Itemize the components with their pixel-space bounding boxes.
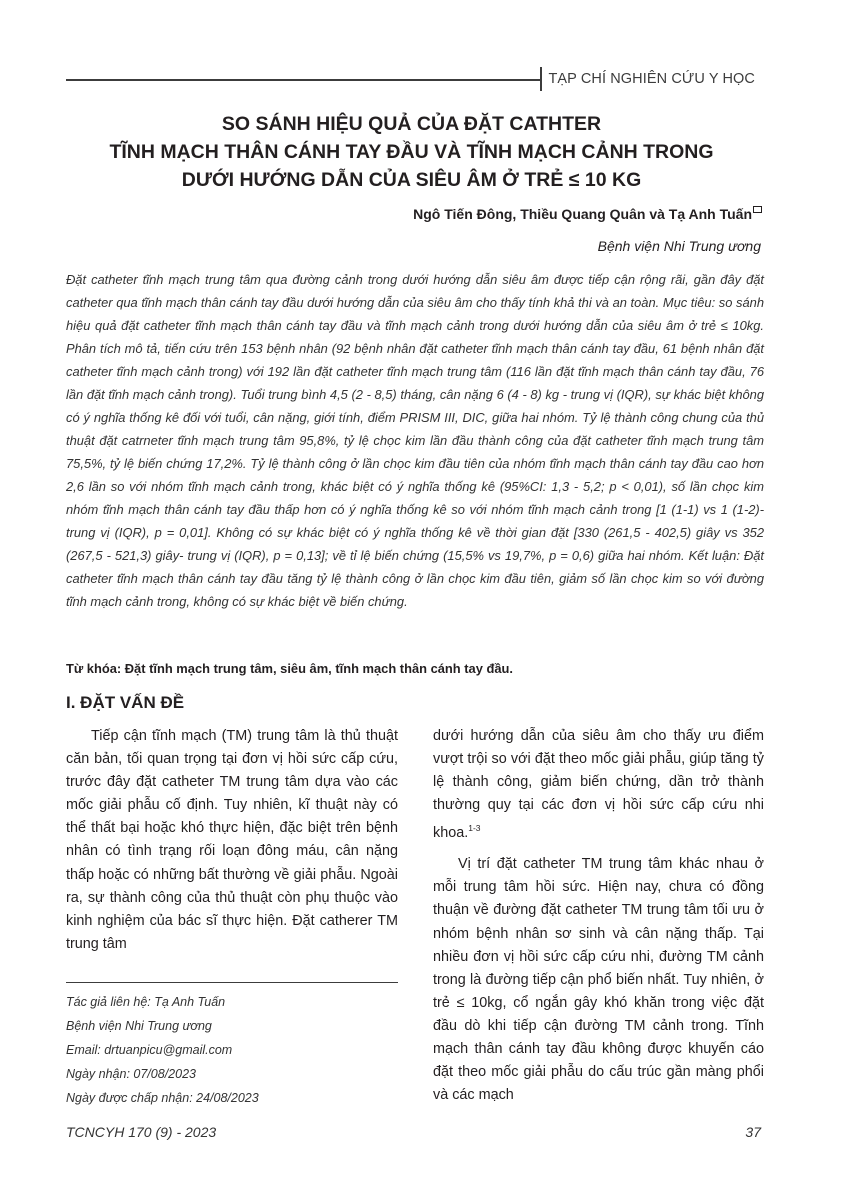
left-paragraph-1: Tiếp cận tĩnh mạch (TM) trung tâm là thủ thuật căn bản, tối quan trọng tại đơn vị hồi sức cấp cứu, trước đây đặt catheter TM trung tâm dựa vào các mốc giải phẫu cố định. Tuy nhiên, kĩ thuật này có thể thất bại hoặc khó thực hiện, đặc biệt trên bệnh nhân có tình trạng rối loạn đông máu, cân nặng thấp hoặc có những bất thường về giải phẫu. Ngoài ra, sự thành công của thủ thuật còn phụ thuộc vào kinh nghiệm của bác sĩ thực hiện. Đặt catherer TM trung tâm	[66, 728, 398, 952]
footer-citation: TCNCYH 170 (9) - 2023	[66, 1124, 217, 1140]
received-date: Ngày nhận: 07/08/2023	[66, 1067, 196, 1081]
title-line-1: SO SÁNH HIỆU QUẢ CỦA ĐẶT CATHTER	[221, 113, 602, 135]
footnote-email: Email: drtuanpicu@gmail.com	[66, 1043, 233, 1057]
right-column	[433, 725, 764, 1115]
left-column	[66, 725, 398, 964]
right-paragraph-1	[433, 725, 764, 845]
title-line-3: DƯỚI HƯỚNG DẪN CỦA SIÊU ÂM Ở TRẺ ≤ 10 KG	[181, 169, 642, 191]
footnote-hospital: Bệnh viện Nhi Trung ương	[66, 1019, 212, 1033]
section-heading: I. ĐẶT VẤN ĐỀ	[66, 693, 185, 712]
citation-ref: 1-3	[468, 823, 481, 834]
footnotes	[66, 990, 259, 1110]
mail-icon	[753, 206, 762, 213]
footnote-rule	[66, 982, 398, 983]
authors	[413, 206, 762, 222]
journal-name: TẠP CHÍ NGHIÊN CỨU Y HỌC	[540, 67, 761, 91]
corresponding-author: Tác giả liên hệ: Tạ Anh Tuấn	[66, 995, 226, 1009]
right-paragraph-1-text: dưới hướng dẫn của siêu âm cho thấy ưu điểm vượt trội so với đặt theo mốc giải phẫu, giúp tăng tỷ lệ thành công, giảm biến chứng, dần trở thành thường quy tại các đơn vị hồi sức cấp cứu nhi khoa.	[433, 728, 764, 842]
title-line-2: TĨNH MẠCH THÂN CÁNH TAY ĐẦU VÀ TĨNH MẠCH CẢNH TRONG	[109, 141, 714, 163]
accepted-date: Ngày được chấp nhận: 24/08/2023	[66, 1091, 259, 1105]
article-title	[50, 110, 773, 194]
right-paragraph-2: Vị trí đặt catheter TM trung tâm khác nhau ở mỗi trung tâm hồi sức. Hiện nay, chưa có đồng thuận về đường đặt catheter TM trung tâm tối ưu ở nhóm bệnh nhân sơ sinh và cân nặng thấp. Tại nhiều đơn vị hồi sức cấp cứu nhi, đường TM cảnh trong là đường tiếp cận phổ biến nhất. Tuy nhiên, ở trẻ ≤ 10kg, cổ ngắn gây khó khăn trong việc đặt đầu dò khi tiếp cận đường TM cảnh trong. Tĩnh mạch thân cánh tay đầu không được khuyến cáo đặt theo mốc giải phẫu do cấu trúc gần màng phổi và các mạch	[433, 856, 764, 1104]
page-number: 37	[745, 1124, 761, 1140]
affiliation: Bệnh viện Nhi Trung ương	[597, 238, 761, 254]
authors-text: Ngô Tiến Đông, Thiều Quang Quân và Tạ Anh Tuấn	[413, 206, 752, 222]
abstract: Đặt catheter tĩnh mạch trung tâm qua đường cảnh trong dưới hướng dẫn siêu âm được tiếp cận rộng rãi, gần đây đặt catheter qua tĩnh mạch thân cánh tay đầu dưới hướng dẫn của siêu âm cho thấy tính khả thi và an toàn. Mục tiêu: so sánh hiệu quả đặt catheter tĩnh mạch thân cánh tay đầu và tĩnh mạch cảnh trong dưới hướng dẫn của siêu âm ở trẻ ≤ 10kg. Phân tích mô tả, tiến cứu trên 153 bệnh nhân (92 bệnh nhân đặt catheter tĩnh mạch thân cánh tay đầu, 61 bệnh nhân đặt catheter tĩnh mạch cảnh trong) với 192 lần đặt catheter tĩnh mạch trung tâm (116 lần đặt tĩnh mạch thân cánh tay đầu, 76 lần đặt tĩnh mạch cảnh trong). Tuổi trung bình 4,5 (2 - 8,5) tháng, cân nặng 6 (4 - 8) kg - trung vị (IQR), sự khác biệt không có ý nghĩa thống kê đối với tuổi, cân nặng, giới tính, điểm PRISM III, DIC, giữa hai nhóm. Tỷ lệ thành công chung của thủ thuật đặt catrneter tĩnh mạch trung tâm 95,8%, tỷ lệ chọc kim lần đầu thành công của đặt catheter tĩnh mạch trung tâm 75,5%, tỷ lệ biến chứng 17,2%. Tỷ lệ thành công ở lần chọc kim đầu tiên của nhóm tĩnh mạch thân cánh tay đầu cao hơn 2,6 lần so với nhóm tĩnh mạch cảnh trong, khác biệt có ý nghĩa thống kê (95%CI: 1,3 - 5,2; p < 0,01), số lần chọc kim nhóm tĩnh mạch thân cánh tay đầu thấp hơn có ý nghĩa thống kê so với nhóm tĩnh mạch cảnh trong [1 (1-1) vs 1 (1-2)- trung vị (IQR), p = 0,01]. Không có sự khác biệt có ý nghĩa thống kê về thời gian đặt [330 (261,5 - 402,5) giây vs 352 (267,5 - 521,3) giây- trung vị (IQR), p = 0,13]; về tỉ lệ biến chứng (15,5% vs 19,7%, p = 0,6) giữa hai nhóm. Kết luận: Đặt catheter tĩnh mạch thân cánh tay đầu tăng tỷ lệ thành công ở lần chọc kim đầu tiên, giảm số lần chọc kim so với đường tĩnh mạch cảnh trong, không có sự khác biệt về biến chứng.	[66, 272, 764, 609]
keywords: Từ khóa: Đặt tĩnh mạch trung tâm, siêu âm, tĩnh mạch thân cánh tay đầu.	[66, 661, 513, 676]
